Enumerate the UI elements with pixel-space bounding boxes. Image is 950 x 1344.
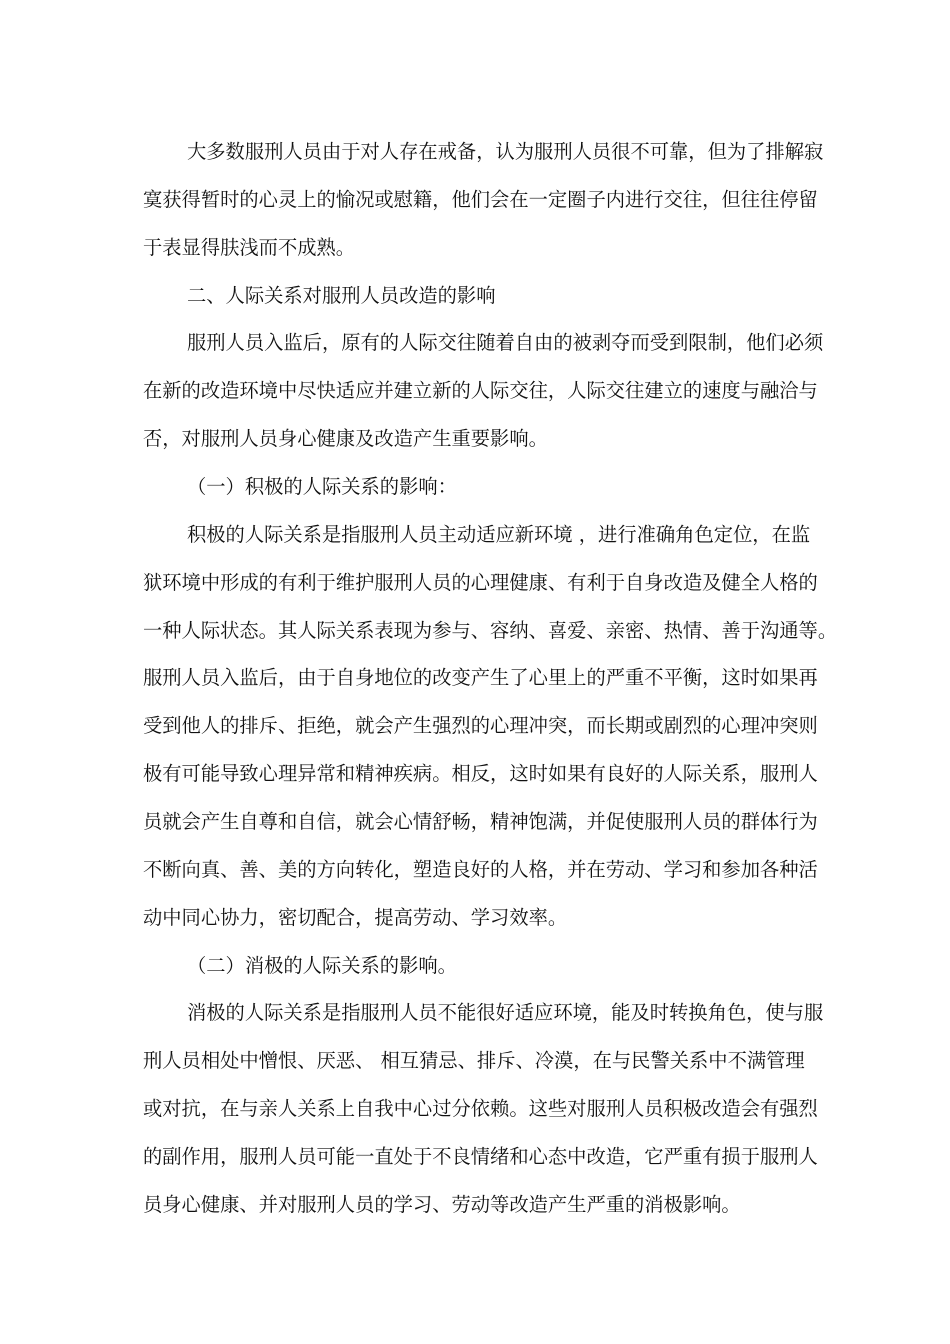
text-line: 受到他人的排斥、拒绝，就会产生强烈的心理冲突，而长期或剧烈的心理冲突则 — [143, 714, 818, 737]
subsection-heading: （一）积极的人际关系的影响： — [187, 475, 457, 498]
text-line: 刑人员相处中憎恨、厌恶、 相互猜忌、排斥、冷漠，在与民警关系中不满管理 — [143, 1049, 805, 1072]
text-line: 寞获得暂时的心灵上的愉况或慰籍，他们会在一定圈子内进行交往，但往往停留 — [143, 188, 818, 211]
text-line: 否，对服刑人员身心健康及改造产生重要影响。 — [143, 427, 548, 450]
text-line: 动中同心协力，密切配合，提高劳动、学习效率。 — [143, 906, 568, 929]
text-line: 或对抗，在与亲人关系上自我中心过分依赖。这些对服刑人员积极改造会有强烈 — [143, 1097, 818, 1120]
text-line: 服刑人员入监后，由于自身地位的改变产生了心里上的严重不平衡，这时如果再 — [143, 666, 818, 689]
text-line: 消极的人际关系是指服刑人员不能很好适应环境，能及时转换角色，使与服 — [187, 1001, 824, 1024]
text-line: 不断向真、善、美的方向转化，塑造良好的人格，并在劳动、学习和参加各种活 — [143, 858, 818, 881]
text-line: 积极的人际关系是指服刑人员主动适应新环境 ，进行准确角色定位，在监 — [187, 523, 811, 546]
text-line: 于表显得肤浅而不成熟。 — [143, 236, 356, 259]
text-line: 员身心健康、并对服刑人员的学习、劳动等改造产生严重的消极影响。 — [143, 1193, 741, 1216]
text-line: 一种人际状态。其人际关系表现为参与、容纳、喜爱、亲密、热情、善于沟通等。 — [143, 619, 838, 642]
text-line: 狱环境中形成的有利于维护服刑人员的心理健康、有利于自身改造及健全人格的 — [143, 571, 818, 594]
text-line: 在新的改造环境中尽快适应并建立新的人际交往，人际交往建立的速度与融洽与 — [143, 379, 818, 402]
text-line: 员就会产生自尊和自信，就会心情舒畅，精神饱满，并促使服刑人员的群体行为 — [143, 810, 818, 833]
text-line: 的副作用，服刑人员可能一直处于不良情绪和心态中改造，它严重有损于服刑人 — [143, 1145, 818, 1168]
text-line: 极有可能导致心理异常和精神疾病。相反，这时如果有良好的人际关系，服刑人 — [143, 762, 818, 785]
section-heading: 二、人际关系对服刑人员改造的影响 — [187, 284, 496, 307]
text-line: 服刑人员入监后，原有的人际交往随着自由的被剥夺而受到限制，他们必须 — [187, 331, 824, 354]
text-line: 大多数服刑人员由于对人存在戒备，认为服刑人员很不可靠，但为了排解寂 — [187, 140, 824, 163]
subsection-heading: （二）消极的人际关系的影响。 — [187, 954, 457, 977]
